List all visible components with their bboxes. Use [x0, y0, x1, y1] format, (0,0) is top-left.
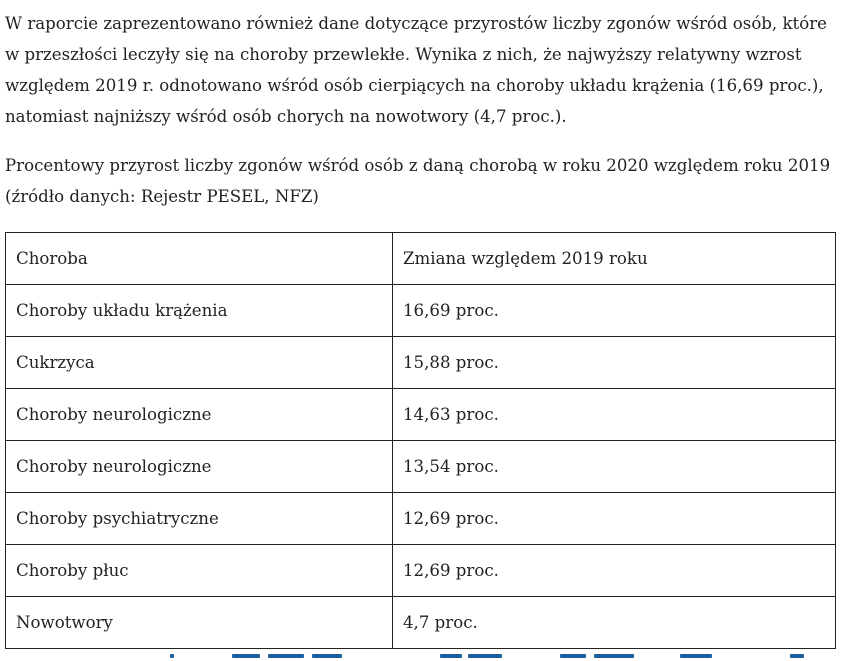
cut-off-link-text: [0, 652, 851, 661]
change-cell: 12,69 proc.: [393, 545, 836, 597]
table-row: [6, 285, 836, 337]
disease-cell: Choroby neurologiczne: [6, 389, 393, 441]
change-cell: 16,69 proc.: [393, 285, 836, 337]
disease-cell: Choroby psychiatryczne: [6, 493, 393, 545]
header-cell-disease: Choroba: [6, 233, 393, 285]
disease-cell: Choroby płuc: [6, 545, 393, 597]
table-row: [6, 597, 836, 649]
article-content: [5, 8, 841, 649]
header-cell-change: Zmiana względem 2019 roku: [393, 233, 836, 285]
table-row: [6, 441, 836, 493]
table-row: [6, 337, 836, 389]
change-cell: 4,7 proc.: [393, 597, 836, 649]
change-cell: 12,69 proc.: [393, 493, 836, 545]
table-caption: Procentowy przyrost liczby zgonów wśród osób z daną chorobą w roku 2020 względem roku 2019 (źródło danych: Rejestr PESEL, NFZ): [5, 156, 831, 206]
table-row: [6, 389, 836, 441]
change-cell: 14,63 proc.: [393, 389, 836, 441]
disease-cell: Cukrzyca: [6, 337, 393, 389]
change-cell: 13,54 proc.: [393, 441, 836, 493]
data-table: [5, 232, 836, 649]
table-row: [6, 545, 836, 597]
disease-cell: Choroby neurologiczne: [6, 441, 393, 493]
article-paragraph-1: W raporcie zaprezentowano również dane dotyczące przyrostów liczby zgonów wśród osób, które w przeszłości leczyły się na choroby przewlekłe. Wynika z nich, że najwyższy relatywny wzrost względem 2019 r. odnotowano wśród osób cierpiących na choroby układu krążenia (16,69 proc.), natomiast najniższy wśród osób chorych na nowotwory (4,7 proc.).: [5, 14, 827, 126]
table-row: [6, 493, 836, 545]
disease-cell: Choroby układu krążenia: [6, 285, 393, 337]
change-cell: 15,88 proc.: [393, 337, 836, 389]
disease-cell: Nowotwory: [6, 597, 393, 649]
table-header-row: [6, 233, 836, 285]
